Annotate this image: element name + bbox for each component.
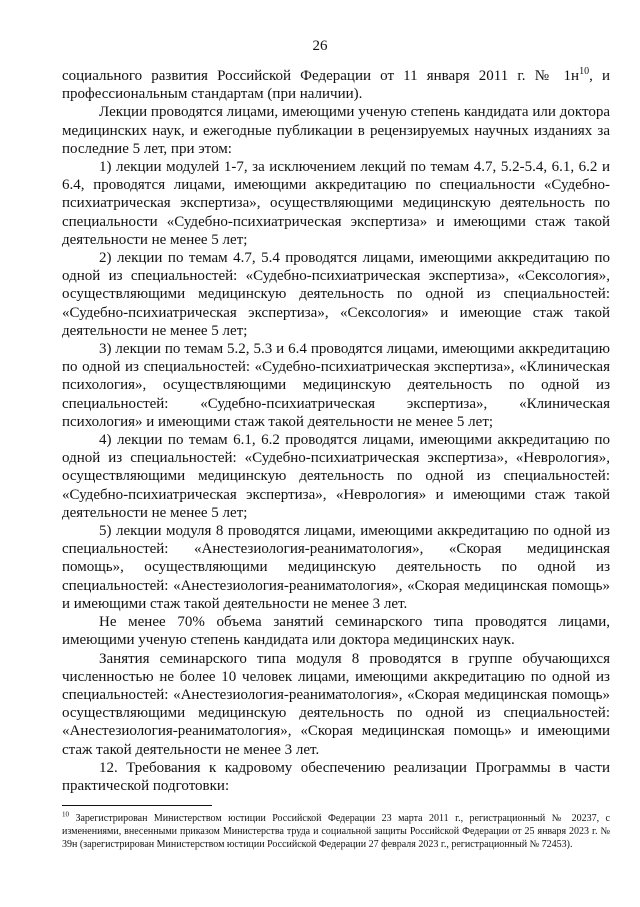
footnote-reference: 10 xyxy=(579,66,590,77)
list-item-2: 2) лекции по темам 4.7, 5.4 проводятся лицами, имеющими аккредитацию по одной из специальностей: «Судебно-психиатрическая экспертиза», «Сексология», осуществляющими медицинскую деятельность по одной из специальностей: «Судебно-психиатрическая экспертиза», «Сексология» и имеющие стаж такой деятельности не менее 5 лет; xyxy=(62,250,610,339)
document-body xyxy=(62,67,610,795)
paragraph-seminars-70-percent: Не менее 70% объема занятий семинарского типа проводятся лицами, имеющими ученую степень кандидата или доктора медицинских наук. xyxy=(62,614,610,649)
list-item-1: 1) лекции модулей 1-7, за исключением лекций по темам 4.7, 5.2-5.4, 6.1, 6.2 и 6.4, проводятся лицами, имеющими аккредитацию по специальности «Судебно-психиатрическая экспертиза», осуществляющими медицинскую деятельность по специальности «Судебно-психиатрическая экспертиза» и имеющими стаж такой деятельности не менее 5 лет; xyxy=(62,159,610,248)
paragraph-section-12: 12. Требования к кадровому обеспечению реализации Программы в части практической подготовки: xyxy=(62,759,610,794)
footnote-marker: 10 xyxy=(62,810,69,819)
paragraph-text: социального развития Российской Федерации от 11 января 2011 г. № 1н xyxy=(62,68,580,84)
paragraph-continuation xyxy=(62,67,610,103)
paragraph-lectures-requirements: Лекции проводятся лицами, имеющими ученую степень кандидата или доктора медицинских наук, и ежегодные публикации в рецензируемых научных изданиях за последние 5 лет, при этом: xyxy=(62,104,610,157)
list-item-4: 4) лекции по темам 6.1, 6.2 проводятся лицами, имеющими аккредитацию по одной из специальностей: «Судебно-психиатрическая экспертиза», «Неврология», осуществляющими медицинскую деятельность по одной из специальностей: «Судебно-психиатрическая экспертиза», «Неврология» и имеющими стаж такой деятельности не менее 5 лет; xyxy=(62,432,610,521)
footnote xyxy=(62,812,610,851)
footnote-text: Зарегистрирован Министерством юстиции Российской Федерации 23 марта 2011 г., регистрационный № 20237, с изменениями, внесенными приказом Министерства труда и социальной защиты Российской Федерации от 25 января 2023 г. № 39н (зарегистрирован Министерством юстиции Российской Федерации 27 февраля 2023 г., регистрационный № 72453). xyxy=(62,813,610,850)
footnote-divider xyxy=(62,805,212,806)
page-number: 26 xyxy=(312,38,328,54)
list-item-5: 5) лекции модуля 8 проводятся лицами, имеющими аккредитацию по одной из специальностей: «Анестезиология-реаниматология», «Скорая медицинская помощь», осуществляющими медицинскую деятельность по одной из специальностей: «Анестезиология-реаниматология», «Скорая медицинская помощь» и имеющими стаж такой деятельности не менее 3 лет. xyxy=(62,523,610,612)
paragraph-seminars-module-8: Занятия семинарского типа модуля 8 проводятся в группе обучающихся численностью не более 10 человек лицами, имеющими аккредитацию по одной из специальностей: «Анестезиология-реаниматология», «Скорая медицинская помощь» осуществляющими медицинскую деятельность по одной из специальностей: «Анестезиология-реаниматология», «Скорая медицинская помощь» и имеющими стаж такой деятельности не менее 3 лет. xyxy=(62,650,610,758)
list-item-3: 3) лекции по темам 5.2, 5.3 и 6.4 проводятся лицами, имеющими аккредитацию по одной из специальностей: «Судебно-психиатрическая экспертиза», «Клиническая психология», осуществляющими медицинскую деятельность по одной из специальностей: «Судебно-психиатрическая экспертиза», «Клиническая психология» и имеющими стаж такой деятельности не менее 5 лет; xyxy=(62,341,610,430)
paragraph-text-tail: , и профессиональным стандартам (при наличии). xyxy=(62,68,610,103)
